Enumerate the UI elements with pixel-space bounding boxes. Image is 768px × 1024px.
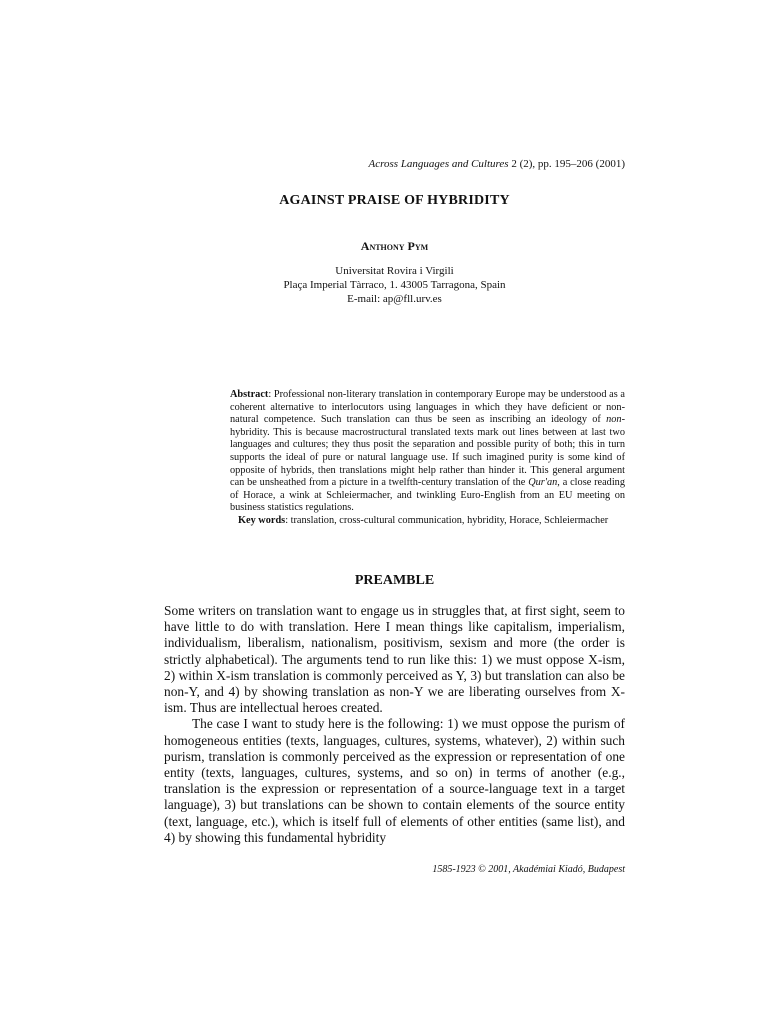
body-paragraph-1: Some writers on translation want to engage us in struggles that, at first sight, seem to have little to do with translation. Here I mean things like capitalism, imperialism, individualism, liberalism, nationalism, positivism, sexism and more (the order is strictly alphabetical). The arguments tend to run like this: 1) we must oppose X-ism, 2) within X-ism translation is commonly perceived as Y, 3) but translation can also be non-Y, and 4) by showing translation as non-Y we are liberating ourselves from X-ism. Thus are intellectual heroes created. <box>164 603 625 716</box>
abstract-label: Abstract <box>230 389 269 400</box>
abstract-emphasis: non <box>606 414 622 426</box>
author-affiliation <box>164 264 625 306</box>
abstract-block <box>230 389 625 528</box>
affiliation-institution: Universitat Rovira i Virgili <box>335 265 454 277</box>
body-paragraph-2: The case I want to study here is the following: 1) we must oppose the purism of homogeneous entities (texts, languages, cultures, systems, whatever), 2) within such purism, translation is commonly perceived as the expression or representation of one entity (texts, languages, cultures, systems, and so on) in terms of another (e.g., translation is the expression or representation of a source-language text in a target language), 3) but translations can be shown to contain elements of the source entity (text, language, etc.), which is itself full of elements of other entities (same list), and 4) by showing this fundamental hybridity <box>164 716 625 845</box>
article-title: AGAINST PRAISE OF HYBRIDITY <box>279 193 510 208</box>
abstract-text-3: , a close reading of Horace, a wink at Schleiermacher, and twinkling Euro-English from an EU meeting on business statistics regulations. <box>230 477 625 514</box>
keywords-label: Key words <box>238 514 286 526</box>
body-text <box>164 603 625 846</box>
abstract-text-2: -hybridity. This is because macrostructural translated texts mark out lines between at last two languages and cultures; they thus posit the separation and possible purity of both; this in turn supports the ideal of pure or natural language use. If such imagined purity is some kind of opposite of hybrids, then translations might help rather than hinder it. This general argument can be unsheathed from a picture in a twelfth-century translation of the <box>230 414 625 489</box>
abstract-text-1: : Professional non-literary translation in contemporary Europe may be understood as a coherent alternative to interlocutors using languages in which they have deficient or non-natural competence. Such translation can thus be seen as inscribing an ideology of <box>230 389 625 426</box>
section-heading: PREAMBLE <box>354 573 435 588</box>
journal-volume-pages: 2 (2), pp. 195–206 (2001) <box>508 158 625 170</box>
keywords-paragraph <box>230 515 625 528</box>
affiliation-email[interactable]: E-mail: ap@fll.urv.es <box>347 293 442 305</box>
publisher-footer: 1585-1923 © 2001, Akadémiai Kiadó, Budapest <box>432 864 625 875</box>
abstract-paragraph <box>230 389 625 515</box>
affiliation-address: Plaça Imperial Tàrraco, 1. 43005 Tarragona, Spain <box>283 279 506 291</box>
article-author: Anthony Pym <box>360 239 429 253</box>
keywords-text: : translation, cross-cultural communication, hybridity, Horace, Schleiermacher <box>285 514 609 526</box>
journal-citation <box>164 157 625 171</box>
journal-name: Across Languages and Cultures <box>368 158 509 170</box>
abstract-quran: Qur'an <box>528 477 558 489</box>
